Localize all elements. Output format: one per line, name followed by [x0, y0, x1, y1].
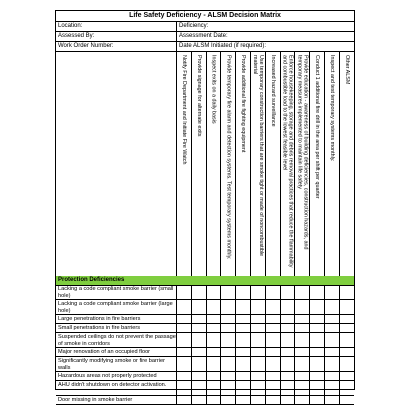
matrix-cell[interactable] — [191, 357, 207, 371]
matrix-cell[interactable] — [206, 396, 222, 404]
matrix-cell[interactable] — [235, 285, 251, 299]
matrix-cell[interactable] — [235, 300, 251, 314]
matrix-cell[interactable] — [265, 381, 281, 395]
matrix-cell[interactable] — [265, 372, 281, 380]
matrix-cell[interactable] — [250, 381, 266, 395]
matrix-cell[interactable] — [280, 285, 296, 299]
column-header-label: Provide temporary fire alarm and detection systems. Test temporary systems monthly. — [225, 55, 232, 260]
table-row — [56, 315, 354, 324]
table-row — [56, 300, 354, 315]
column-header-label: Increased hazard surveillance — [269, 55, 276, 127]
assessed-by-label[interactable]: Assessed By: — [58, 33, 95, 39]
matrix-cell[interactable] — [250, 333, 266, 347]
matrix-cell[interactable] — [294, 300, 310, 314]
table-row — [56, 333, 354, 348]
matrix-cell[interactable] — [280, 324, 296, 332]
column-header-5 — [235, 51, 250, 276]
matrix-cell[interactable] — [220, 300, 236, 314]
matrix-cell[interactable] — [324, 333, 340, 347]
matrix-cell[interactable] — [176, 396, 192, 404]
matrix-cell[interactable] — [220, 324, 236, 332]
location-label[interactable]: Location: — [58, 23, 83, 29]
matrix-cell[interactable] — [220, 315, 236, 323]
matrix-cell[interactable] — [176, 285, 192, 299]
matrix-cell[interactable] — [324, 285, 340, 299]
column-header-7 — [265, 51, 280, 276]
row-label: Lacking a code compliant smoke barrier (large hole) — [58, 301, 173, 314]
matrix-cell[interactable] — [191, 396, 207, 404]
column-header-12 — [339, 51, 354, 276]
matrix-cell[interactable] — [265, 315, 281, 323]
column-header-9 — [294, 51, 309, 276]
row-label: Door missing in smoke barrier — [58, 397, 133, 403]
matrix-cell[interactable] — [191, 300, 207, 314]
matrix-cell[interactable] — [265, 285, 281, 299]
matrix-cell[interactable] — [280, 315, 296, 323]
table-row — [56, 285, 354, 300]
matrix-cell[interactable] — [309, 315, 325, 323]
column-header-6 — [250, 51, 265, 276]
matrix-cell[interactable] — [309, 348, 325, 356]
matrix-cell[interactable] — [265, 333, 281, 347]
matrix-cell[interactable] — [294, 348, 310, 356]
column-header-label: Provide additional fire fighting equipment — [240, 55, 247, 153]
matrix-cell[interactable] — [339, 357, 355, 371]
matrix-cell[interactable] — [309, 324, 325, 332]
deficiency-label[interactable]: Deficiency: — [176, 21, 355, 31]
matrix-cell[interactable] — [265, 300, 281, 314]
matrix-cell[interactable] — [324, 324, 340, 332]
matrix-cell[interactable] — [176, 381, 192, 395]
matrix-cell[interactable] — [339, 348, 355, 356]
column-header-label: Enforce housekeeping, storage and debris removal practices that reduce the flammability and combustible load to the lowest feasible level — [281, 55, 294, 268]
matrix-cell[interactable] — [309, 300, 325, 314]
row-label: Hazardous areas not properly protected — [58, 373, 157, 379]
matrix-cell[interactable] — [191, 348, 207, 356]
row-label: Major renovation of an occupied floor — [58, 349, 151, 355]
matrix-cell[interactable] — [280, 396, 296, 404]
matrix-cell[interactable] — [265, 348, 281, 356]
matrix-cell[interactable] — [191, 333, 207, 347]
matrix-cell[interactable] — [294, 357, 310, 371]
matrix-cell[interactable] — [280, 300, 296, 314]
matrix-cell[interactable] — [324, 348, 340, 356]
matrix-cell[interactable] — [176, 348, 192, 356]
column-header-label: Inspect and test temporary systems monthly. — [328, 55, 335, 162]
matrix-cell[interactable] — [294, 324, 310, 332]
column-header-11 — [324, 51, 339, 276]
matrix-cell[interactable] — [206, 285, 222, 299]
matrix-cell[interactable] — [235, 348, 251, 356]
matrix-cell[interactable] — [206, 348, 222, 356]
matrix-cell[interactable] — [206, 372, 222, 380]
matrix-cell[interactable] — [280, 372, 296, 380]
work-order-label[interactable]: Work Order Number: — [58, 43, 114, 49]
column-header-label: Provide education - awareness of building deficiencies, construction hazards, and temporary measures implemented to maintain life safety — [296, 55, 309, 250]
matrix-cell[interactable] — [235, 396, 251, 404]
table-row — [56, 381, 354, 396]
matrix-cell[interactable] — [309, 372, 325, 380]
matrix-cell[interactable] — [206, 333, 222, 347]
matrix-cell[interactable] — [280, 333, 296, 347]
row-label: Suspended ceilings do not prevent the passage of smoke in corridors — [58, 334, 176, 347]
matrix-cell[interactable] — [339, 396, 355, 404]
section-title: Protection Deficiencies — [58, 277, 125, 283]
matrix-cell[interactable] — [324, 300, 340, 314]
matrix-cell[interactable] — [250, 300, 266, 314]
matrix-cell[interactable] — [176, 315, 192, 323]
assessment-date-label[interactable]: Assessment Date: — [176, 31, 355, 41]
column-header-10 — [309, 51, 324, 276]
matrix-cell[interactable] — [265, 357, 281, 371]
date-initiated-label[interactable]: Date ALSM Initiated (if required): — [176, 41, 355, 51]
matrix-cell[interactable] — [324, 381, 340, 395]
matrix-cell[interactable] — [220, 357, 236, 371]
matrix-cell[interactable] — [220, 381, 236, 395]
matrix-cell[interactable] — [235, 315, 251, 323]
matrix-cell[interactable] — [176, 333, 192, 347]
row-label: Small penetrations in fire barriers — [58, 325, 141, 331]
matrix-cell[interactable] — [339, 324, 355, 332]
matrix-cell[interactable] — [176, 357, 192, 371]
table-row — [56, 357, 354, 372]
matrix-cell[interactable] — [339, 300, 355, 314]
row-label: AHU didn't shutdown on detector activation. — [58, 382, 167, 388]
matrix-cell[interactable] — [206, 315, 222, 323]
matrix-cell[interactable] — [324, 357, 340, 371]
column-header-8 — [280, 51, 295, 276]
column-header-3 — [206, 51, 221, 276]
matrix-cell[interactable] — [191, 315, 207, 323]
row-label: Significantly modifying smoke or fire barrier walls — [58, 358, 165, 371]
matrix-cell[interactable] — [294, 315, 310, 323]
matrix-cell[interactable] — [324, 372, 340, 380]
matrix-cell[interactable] — [220, 348, 236, 356]
matrix-cell[interactable] — [294, 396, 310, 404]
matrix-cell[interactable] — [191, 285, 207, 299]
matrix-column-headers — [56, 51, 354, 277]
column-header-label: Inspect exits on a daily basis — [210, 55, 217, 124]
matrix-cell[interactable] — [235, 357, 251, 371]
matrix-cell[interactable] — [339, 372, 355, 380]
matrix-cell[interactable] — [206, 324, 222, 332]
column-header-1 — [176, 51, 191, 276]
matrix-cell[interactable] — [220, 333, 236, 347]
matrix-cell[interactable] — [309, 333, 325, 347]
matrix-cell[interactable] — [235, 324, 251, 332]
matrix-cell[interactable] — [250, 372, 266, 380]
matrix-cell[interactable] — [220, 372, 236, 380]
column-header-label: Other ALSM — [343, 55, 350, 85]
column-header-label: Conduct 1 additional fire drill in the area per shift per quarter — [314, 55, 321, 199]
matrix-cell[interactable] — [339, 333, 355, 347]
matrix-cell[interactable] — [324, 396, 340, 404]
column-header-2 — [191, 51, 206, 276]
row-label: Large penetrations in fire barriers — [58, 316, 141, 322]
matrix-cell[interactable] — [265, 396, 281, 404]
matrix-cell[interactable] — [250, 285, 266, 299]
matrix-cell[interactable] — [294, 381, 310, 395]
matrix-cell[interactable] — [176, 300, 192, 314]
matrix-cell[interactable] — [206, 357, 222, 371]
matrix-cell[interactable] — [309, 285, 325, 299]
matrix-cell[interactable] — [309, 357, 325, 371]
matrix-cell[interactable] — [294, 333, 310, 347]
matrix-cell[interactable] — [309, 381, 325, 395]
table-row — [56, 348, 354, 357]
matrix-cell[interactable] — [250, 357, 266, 371]
matrix-cell[interactable] — [280, 381, 296, 395]
matrix-cell[interactable] — [294, 285, 310, 299]
matrix-cell[interactable] — [206, 381, 222, 395]
matrix-cell[interactable] — [176, 372, 192, 380]
matrix-cell[interactable] — [339, 381, 355, 395]
column-header-label: Provide signage for alternate exits — [195, 55, 202, 137]
row-label: Lacking a code compliant smoke barrier (small hole) — [58, 286, 174, 299]
matrix-cell[interactable] — [280, 348, 296, 356]
matrix-cell[interactable] — [191, 372, 207, 380]
table-row — [56, 372, 354, 381]
matrix-cell[interactable] — [250, 324, 266, 332]
matrix-cell[interactable] — [339, 315, 355, 323]
matrix-cell[interactable] — [250, 396, 266, 404]
matrix-cell[interactable] — [309, 396, 325, 404]
matrix-cell[interactable] — [220, 285, 236, 299]
matrix-cell[interactable] — [339, 285, 355, 299]
column-header-label: Notify Fire Department and Initiate Fire Watch — [180, 55, 187, 165]
matrix-cell[interactable] — [250, 348, 266, 356]
matrix-cell[interactable] — [206, 300, 222, 314]
matrix-cell[interactable] — [265, 324, 281, 332]
column-header-4 — [220, 51, 235, 276]
matrix-cell[interactable] — [280, 357, 296, 371]
table-row — [56, 324, 354, 333]
matrix-cell[interactable] — [176, 324, 192, 332]
matrix-cell[interactable] — [191, 324, 207, 332]
matrix-cell[interactable] — [191, 381, 207, 395]
matrix-cell[interactable] — [324, 315, 340, 323]
matrix-cell[interactable] — [235, 372, 251, 380]
matrix-cell[interactable] — [235, 381, 251, 395]
decision-matrix-sheet — [55, 10, 355, 403]
table-row — [56, 396, 354, 405]
matrix-cell[interactable] — [294, 372, 310, 380]
matrix-cell[interactable] — [235, 333, 251, 347]
matrix-cell[interactable] — [250, 315, 266, 323]
page-title: Life Safety Deficiency - ALSM Decision Matrix — [56, 11, 354, 22]
matrix-cell[interactable] — [220, 396, 236, 404]
column-header-label: Use temporary construction barriers that are smoke tight or made of noncombustible material — [251, 55, 265, 257]
